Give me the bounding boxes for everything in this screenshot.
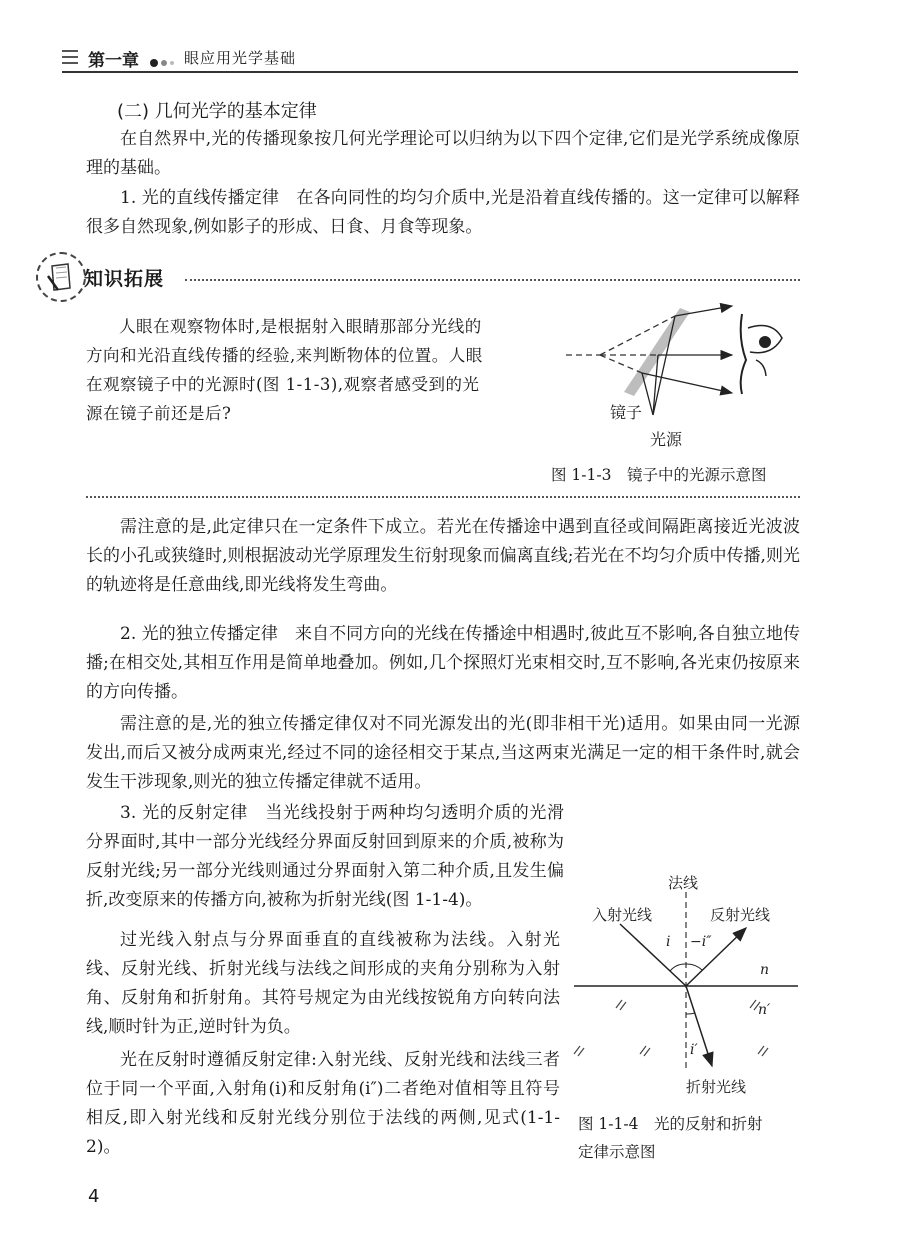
label-light-source: 光源 [650,430,683,449]
paragraph-law1: 1. 光的直线传播定律 在各向同性的均匀介质中,光是沿着直线传播的。这一定律可以解释很多自然现象,例如影子的形成、日食、月食等现象。 [86,188,800,237]
knowledge-box-divider [185,279,800,281]
label-refracted-ray: 折射光线 [686,1078,747,1096]
chapter-label: 第一章 [88,51,139,71]
header-rule [62,71,798,73]
paragraph-law2: 2. 光的独立传播定律 来自不同方向的光线在传播途中相遇时,彼此互不影响,各自独立地传播;在相交处,其相互作用是简单地叠加。例如,几个探照灯光束相交时,互不影响,各光束仍按原来的方向传播。 [86,624,800,702]
mirror-shape [624,308,690,396]
paragraph-intro: 在自然界中,光的传播现象按几何光学理论可以归纳为以下四个定律,它们是光学系统成像原理的基础。 [86,129,800,178]
paragraph-reflection-law: 光在反射时遵循反射定律:入射光线、反射光线和法线三者位于同一个平面,入射角(i)和反射角(i″)二者绝对值相等且符号相反,即入射光线和反射光线分别位于法线的两侧,见式(1-1-2)。 [86,1050,560,1157]
label-angle-i-double-prime: −i″ [690,934,712,950]
label-n: n [760,962,770,978]
label-normal: 法线 [668,874,699,892]
header-dots-icon [150,52,177,71]
label-mirror: 镜子 [610,403,643,422]
mirror-light-source-figure [560,298,800,458]
law3-text: 3. 光的反射定律 当光线投射于两种均匀透明介质的光滑分界面时,其中一部分光线经分界面反射回到原来的介质,被称为反射光线;另一部分光线则通过分界面射入第二种介质,且发生偏折,改变原来的传播方向,被称为折射光线(图 1-1-4)。 [86,803,564,910]
label-angle-i: i [666,934,671,950]
label-incident-ray: 入射光线 [592,906,653,924]
label-angle-i-prime: i′ [690,1042,698,1058]
reflection-refraction-figure [572,868,800,1100]
paragraph-normal: 过光线入射点与分界面垂直的直线被称为法线。入射光线、反射光线、折射光线与法线之间形成的夹角分别称为入射角、反射角和折射角。其符号规定为由光线按锐角方向转向法线,顺时针为正,逆时针为负。 [86,930,560,1037]
chapter-subtitle: 眼应用光学基础 [184,49,297,67]
label-reflected-ray: 反射光线 [710,906,771,924]
header-menu-icon [62,50,78,68]
paragraph-note2: 需注意的是,光的独立传播定律仅对不同光源发出的光(即非相干光)适用。如果由同一光源发出,而后又被分成两束光,经过不同的途径相交于某点,当这两束光满足一定的相干条件时,就会发生干涉现象,则光的独立传播定律就不适用。 [86,714,800,792]
figure-1-1-3-caption: 图 1-1-3 镜子中的光源示意图 [551,466,767,484]
eye-icon [741,314,782,394]
knowledge-box-bottom-divider [86,496,800,498]
paragraph-note1: 需注意的是,此定律只在一定条件下成立。若光在传播途中遇到直径或间隔距离接近光波波长的小孔或狭缝时,则根据波动光学原理发生衍射现象而偏离直线;若光在不均匀介质中传播,则光的轨迹将是任意曲线,即光线将发生弯曲。 [86,517,800,595]
knowledge-box-title: 知识拓展 [84,268,165,290]
figure-1-1-4-caption-line2: 定律示意图 [578,1143,656,1161]
section-title: (二) 几何光学的基本定律 [117,101,317,122]
label-n-prime: n′ [758,1002,771,1018]
knowledge-book-icon [36,252,86,302]
figure-1-1-4-caption-line1: 图 1-1-4 光的反射和折射 [578,1115,763,1133]
knowledge-box-text: 人眼在观察物体时,是根据射入眼睛那部分光线的方向和光沿直线传播的经验,来判断物体的位置。人眼在观察镜子中的光源时(图 1-1-3),观察者感受到的光源在镜子前还是后? [86,317,483,423]
incident-ray [620,924,686,986]
page-number: 4 [88,1186,100,1207]
